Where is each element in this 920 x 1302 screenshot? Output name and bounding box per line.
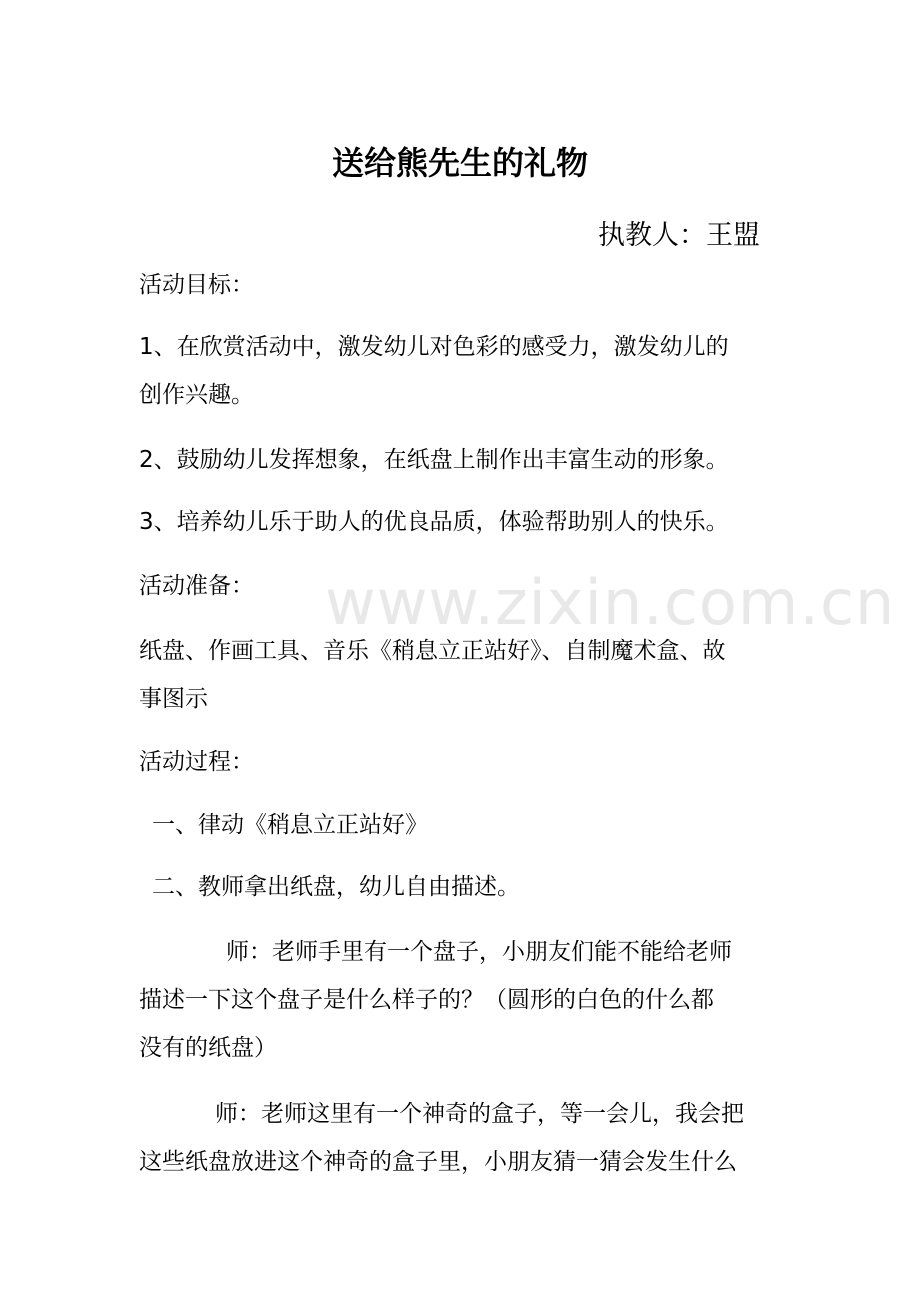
paragraph-1-line-1: 师：老师手里有一个盘子，小朋友们能不能给老师 <box>226 939 732 965</box>
goal-2 <box>139 436 784 484</box>
prep-line-1: 纸盘、作画工具、音乐《稍息立正站好》、自制魔术盒、故 <box>139 638 726 664</box>
process-heading <box>139 738 784 786</box>
document-title: 送给熊先生的礼物 <box>331 144 588 182</box>
paragraph-1-line-3: 没有的纸盘） <box>139 1035 277 1061</box>
goal-3-line <box>139 498 784 546</box>
goal-1 <box>139 323 784 419</box>
paragraph-1-line-2: 描述一下这个盘子是什么样子的？（圆形的白色的什么都 <box>139 987 714 1013</box>
goal-3 <box>139 498 784 546</box>
prep-line-2: 事图示 <box>139 686 208 712</box>
goals-heading-text: 活动目标： <box>139 272 254 298</box>
paragraph-2 <box>139 1090 784 1186</box>
step-1 <box>152 801 797 849</box>
paragraph-1 <box>139 928 784 1072</box>
goal-2-line <box>139 436 784 484</box>
prep-heading <box>139 562 784 610</box>
teacher-line: 执教人：王盟 <box>598 220 760 251</box>
goal-2-number: 2 <box>139 447 154 473</box>
goals-heading <box>139 261 784 309</box>
goal-3-number: 3 <box>139 509 154 535</box>
prep-heading-text: 活动准备： <box>139 573 254 599</box>
process-heading-text: 活动过程： <box>139 749 254 775</box>
step-1-text: 一、律动《稍息立正站好》 <box>152 812 428 838</box>
step-2-text: 二、教师拿出纸盘，幼儿自由描述。 <box>152 874 520 900</box>
watermark: www.zixin.com.cn <box>325 566 896 639</box>
paragraph-2-line-1: 师：老师这里有一个神奇的盒子，等一会儿，我会把 <box>215 1101 744 1127</box>
step-2 <box>152 863 797 911</box>
goal-1-line-2: 创作兴趣。 <box>139 382 254 408</box>
prep-materials <box>139 627 784 723</box>
paragraph-2-line-2: 这些纸盘放进这个神奇的盒子里，小朋友猜一猜会发生什么 <box>139 1149 737 1175</box>
goal-1-line-1 <box>139 323 784 371</box>
goal-1-number: 1 <box>139 334 154 360</box>
goal-2-text: 、鼓励幼儿发挥想象，在纸盘上制作出丰富生动的形象。 <box>153 447 729 473</box>
goal-1-text: 、在欣赏活动中，激发幼儿对色彩的感受力，激发幼儿的 <box>153 334 729 360</box>
goal-3-text: 、培养幼儿乐于助人的优良品质，体验帮助别人的快乐。 <box>153 509 729 535</box>
